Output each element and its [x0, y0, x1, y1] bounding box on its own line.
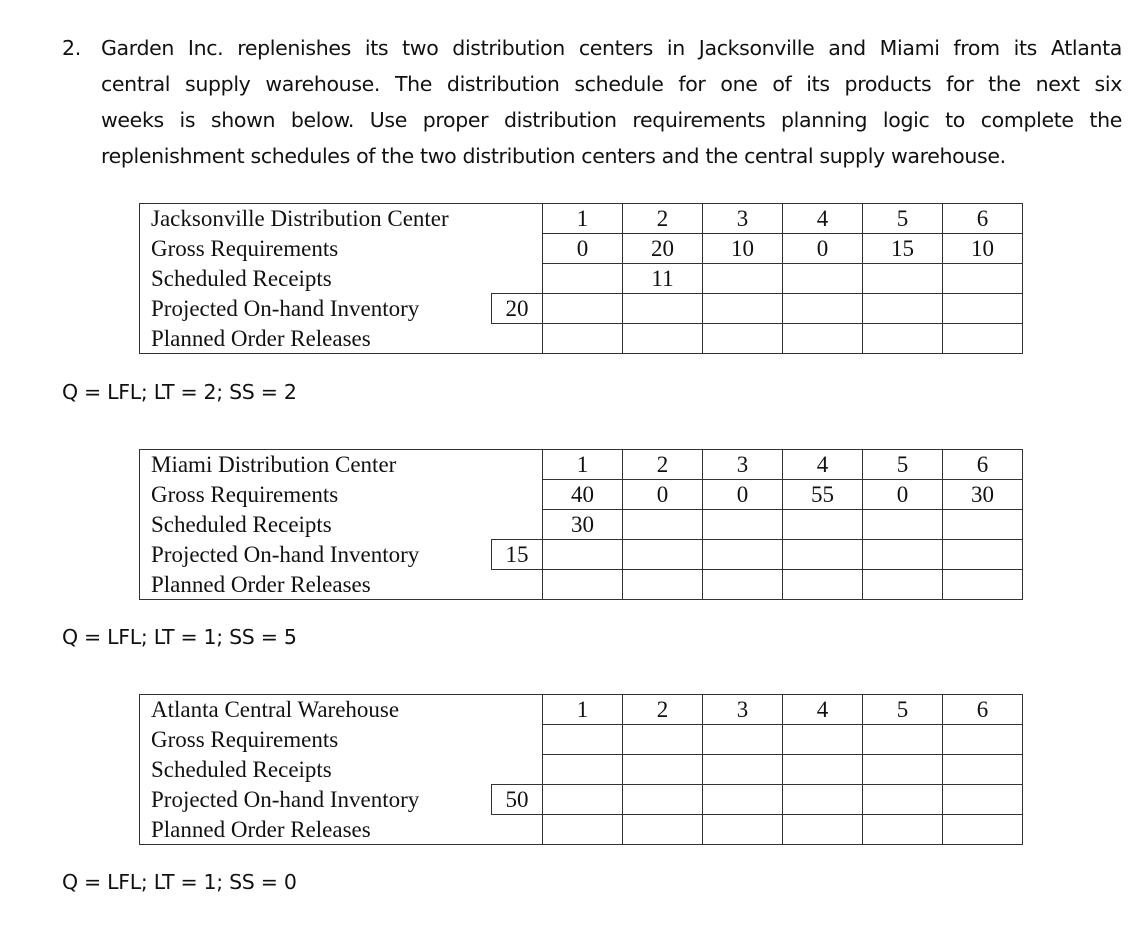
period-cell[interactable]	[943, 785, 1023, 815]
period-cell[interactable]	[783, 294, 863, 324]
miami-parameters: Q = LFL; LT = 1; SS = 5	[62, 625, 297, 649]
period-cell[interactable]	[943, 755, 1023, 785]
period-cell[interactable]	[623, 785, 703, 815]
table-row	[140, 294, 1023, 324]
problem-number: 2.	[62, 36, 81, 60]
row-label: Planned Order Releases	[140, 570, 543, 600]
period-cell[interactable]	[543, 540, 623, 570]
problem-line: replenishment schedules of the two distribution centers and the central supply warehouse.	[101, 144, 1006, 168]
period-cell[interactable]	[703, 510, 783, 540]
period-cell[interactable]	[623, 540, 703, 570]
period-cell[interactable]: 40	[543, 480, 623, 510]
period-header: 3	[703, 204, 783, 234]
table-row	[140, 725, 1023, 755]
row-label: Planned Order Releases	[140, 815, 543, 845]
table-row	[140, 815, 1023, 845]
row-label: Scheduled Receipts	[140, 755, 543, 785]
row-label: Planned Order Releases	[140, 324, 543, 354]
table-title: Jacksonville Distribution Center	[140, 204, 543, 234]
period-cell[interactable]	[623, 815, 703, 845]
period-cell[interactable]	[943, 510, 1023, 540]
period-cell[interactable]	[943, 294, 1023, 324]
table-row	[140, 510, 1023, 540]
period-cell[interactable]	[623, 294, 703, 324]
period-header: 5	[863, 450, 943, 480]
row-label: Projected On-hand Inventory	[140, 785, 492, 815]
period-cell[interactable]	[863, 294, 943, 324]
period-cell[interactable]	[863, 725, 943, 755]
period-cell[interactable]	[703, 294, 783, 324]
period-header: 3	[703, 695, 783, 725]
atlanta-parameters: Q = LFL; LT = 1; SS = 0	[62, 870, 297, 894]
period-cell[interactable]	[863, 324, 943, 354]
period-cell[interactable]: 0	[543, 234, 623, 264]
period-header: 3	[703, 450, 783, 480]
period-cell[interactable]	[783, 510, 863, 540]
initial-inventory: 15	[492, 540, 543, 570]
period-cell[interactable]	[703, 725, 783, 755]
jacksonville-parameters: Q = LFL; LT = 2; SS = 2	[62, 380, 297, 404]
miami-drp-table	[139, 449, 1023, 600]
period-cell[interactable]	[863, 815, 943, 845]
period-cell[interactable]	[783, 785, 863, 815]
table-row	[140, 480, 1023, 510]
period-cell[interactable]: 0	[863, 480, 943, 510]
table-title: Miami Distribution Center	[140, 450, 543, 480]
period-header: 2	[623, 450, 703, 480]
period-cell[interactable]	[783, 570, 863, 600]
period-cell[interactable]	[703, 540, 783, 570]
period-cell[interactable]	[783, 324, 863, 354]
row-label: Scheduled Receipts	[140, 264, 543, 294]
period-cell[interactable]	[943, 725, 1023, 755]
period-header: 2	[623, 695, 703, 725]
period-header: 2	[623, 204, 703, 234]
period-cell[interactable]	[543, 755, 623, 785]
period-cell[interactable]	[703, 324, 783, 354]
period-header: 4	[783, 204, 863, 234]
table-row	[140, 324, 1023, 354]
period-cell[interactable]: 30	[543, 510, 623, 540]
period-cell[interactable]: 0	[623, 480, 703, 510]
period-cell[interactable]	[703, 755, 783, 785]
row-label: Projected On-hand Inventory	[140, 294, 492, 324]
table-row	[140, 570, 1023, 600]
period-cell[interactable]: 20	[623, 234, 703, 264]
period-cell[interactable]	[863, 510, 943, 540]
period-cell[interactable]	[703, 264, 783, 294]
period-cell[interactable]	[543, 264, 623, 294]
problem-statement	[62, 30, 1122, 174]
period-cell[interactable]	[543, 324, 623, 354]
period-cell[interactable]	[863, 540, 943, 570]
initial-inventory: 50	[492, 785, 543, 815]
period-cell[interactable]	[623, 510, 703, 540]
period-cell[interactable]	[543, 725, 623, 755]
period-cell[interactable]	[783, 725, 863, 755]
period-header: 5	[863, 204, 943, 234]
table-row	[140, 234, 1023, 264]
period-cell[interactable]: 30	[943, 480, 1023, 510]
row-label: Projected On-hand Inventory	[140, 540, 492, 570]
period-cell[interactable]	[783, 264, 863, 294]
table-row	[140, 785, 1023, 815]
period-cell[interactable]: 10	[703, 234, 783, 264]
period-cell[interactable]	[943, 815, 1023, 845]
period-cell[interactable]	[863, 570, 943, 600]
period-cell[interactable]	[863, 785, 943, 815]
period-cell[interactable]	[943, 540, 1023, 570]
period-cell[interactable]: 0	[783, 234, 863, 264]
problem-line: Garden Inc. replenishes its two distribution centers in Jacksonville and Miami from its Atlanta	[101, 36, 1122, 60]
period-cell[interactable]	[543, 815, 623, 845]
table-row	[140, 264, 1023, 294]
period-cell[interactable]	[863, 264, 943, 294]
period-header: 1	[543, 695, 623, 725]
period-cell[interactable]: 11	[623, 264, 703, 294]
row-label: Scheduled Receipts	[140, 510, 543, 540]
period-cell[interactable]	[543, 570, 623, 600]
period-cell[interactable]	[623, 324, 703, 354]
jacksonville-drp-table	[139, 203, 1023, 354]
period-cell[interactable]	[543, 294, 623, 324]
row-label: Gross Requirements	[140, 480, 543, 510]
period-header: 1	[543, 450, 623, 480]
period-cell[interactable]	[703, 815, 783, 845]
period-cell[interactable]	[783, 815, 863, 845]
atlanta-drp-table	[139, 694, 1023, 845]
row-label: Gross Requirements	[140, 234, 543, 264]
period-header: 6	[943, 204, 1023, 234]
problem-text	[101, 30, 1122, 174]
period-cell[interactable]: 10	[943, 234, 1023, 264]
period-cell[interactable]	[703, 570, 783, 600]
period-cell[interactable]	[623, 725, 703, 755]
period-header: 4	[783, 450, 863, 480]
period-cell[interactable]	[943, 324, 1023, 354]
period-cell[interactable]: 15	[863, 234, 943, 264]
period-cell[interactable]	[863, 755, 943, 785]
period-cell[interactable]: 0	[703, 480, 783, 510]
period-cell[interactable]: 55	[783, 480, 863, 510]
period-header: 5	[863, 695, 943, 725]
row-label: Gross Requirements	[140, 725, 543, 755]
period-cell[interactable]	[783, 755, 863, 785]
period-cell[interactable]	[623, 570, 703, 600]
period-cell[interactable]	[623, 755, 703, 785]
period-header: 4	[783, 695, 863, 725]
period-header: 6	[943, 450, 1023, 480]
initial-inventory: 20	[492, 294, 543, 324]
period-cell[interactable]	[543, 785, 623, 815]
period-cell[interactable]	[703, 785, 783, 815]
period-cell[interactable]	[783, 540, 863, 570]
period-header: 1	[543, 204, 623, 234]
problem-line: weeks is shown below. Use proper distribution requirements planning logic to complete the	[101, 108, 1122, 132]
period-cell[interactable]	[943, 264, 1023, 294]
table-title: Atlanta Central Warehouse	[140, 695, 543, 725]
period-header: 6	[943, 695, 1023, 725]
problem-line: central supply warehouse. The distribution schedule for one of its products for the next six	[101, 72, 1122, 96]
period-cell[interactable]	[943, 570, 1023, 600]
table-row	[140, 755, 1023, 785]
table-row	[140, 540, 1023, 570]
